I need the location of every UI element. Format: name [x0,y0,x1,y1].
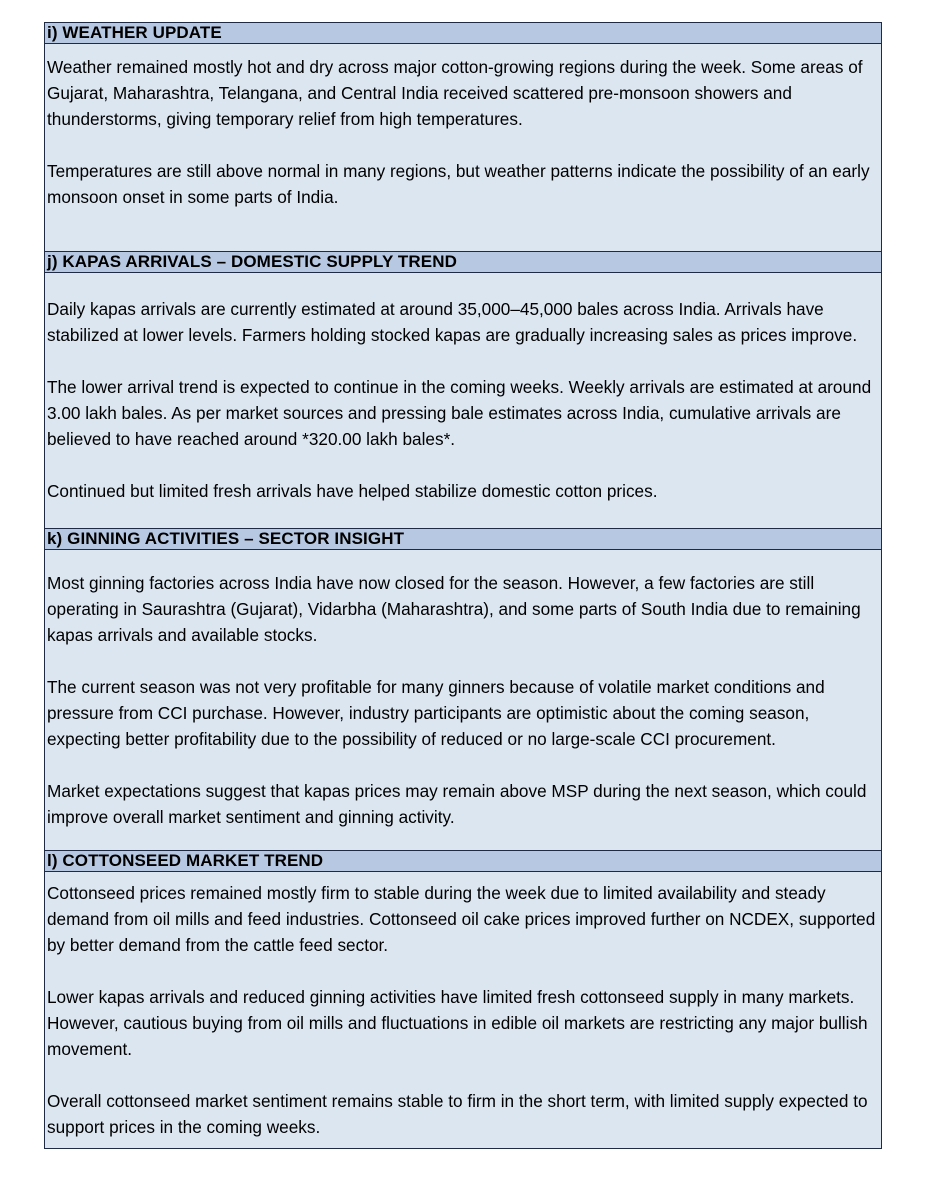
ginning-paragraph-2: The current season was not very profitable for many ginners because of volatile market conditions and pressure from CCI purchase. However, industry participants are optimistic about the coming season, expecting better profitability due to the possibility of reduced or no large-scale CCI procurement. [47,677,825,749]
section-body-kapas-arrivals [45,273,881,528]
market-report [44,22,882,1149]
section-body-cottonseed-market [45,872,881,1148]
cottonseed-paragraph-3: Overall cottonseed market sentiment remains stable to firm in the short term, with limited supply expected to support prices in the coming weeks. [47,1091,868,1137]
weather-paragraph-1: Weather remained mostly hot and dry across major cotton-growing regions during the week. Some areas of Gujarat, Maharashtra, Telangana, and Central India received scattered pre-monsoon showers and thunderstorms, giving temporary relief from high temperatures. [47,57,863,129]
ginning-paragraph-1: Most ginning factories across India have now closed for the season. However, a few factories are still operating in Saurashtra (Gujarat), Vidarbha (Maharashtra), and some parts of South India due to remaining kapas arrivals and available stocks. [47,573,861,645]
kapas-paragraph-3: Continued but limited fresh arrivals have helped stabilize domestic cotton prices. [47,481,658,501]
section-header-ginning-activities: k) GINNING ACTIVITIES – SECTOR INSIGHT [45,528,881,550]
weather-paragraph-2: Temperatures are still above normal in many regions, but weather patterns indicate the possibility of an early monsoon onset in some parts of India. [47,161,870,207]
section-body-weather-update [45,44,881,251]
cottonseed-paragraph-2: Lower kapas arrivals and reduced ginning activities have limited fresh cottonseed supply in many markets. However, cautious buying from oil mills and fluctuations in edible oil markets are restricting any major bullish movement. [47,987,868,1059]
section-header-weather-update: i) WEATHER UPDATE [45,22,881,44]
section-body-ginning-activities [45,550,881,850]
section-header-cottonseed-market: l) COTTONSEED MARKET TREND [45,850,881,872]
kapas-paragraph-1: Daily kapas arrivals are currently estimated at around 35,000–45,000 bales across India. Arrivals have stabilized at lower levels. Farmers holding stocked kapas are gradually increasing sales as prices improve. [47,299,858,345]
kapas-paragraph-2: The lower arrival trend is expected to continue in the coming weeks. Weekly arrivals are estimated at around 3.00 lakh bales. As per market sources and pressing bale estimates across India, cumulative arrivals are believed to have reached around *320.00 lakh bales*. [47,377,872,449]
section-header-kapas-arrivals: j) KAPAS ARRIVALS – DOMESTIC SUPPLY TREND [45,251,881,273]
cottonseed-paragraph-1: Cottonseed prices remained mostly firm to stable during the week due to limited availability and steady demand from oil mills and feed industries. Cottonseed oil cake prices improved further on NCDEX, supported by better demand from the cattle feed sector. [47,883,876,955]
ginning-paragraph-3: Market expectations suggest that kapas prices may remain above MSP during the next season, which could improve overall market sentiment and ginning activity. [47,781,867,827]
